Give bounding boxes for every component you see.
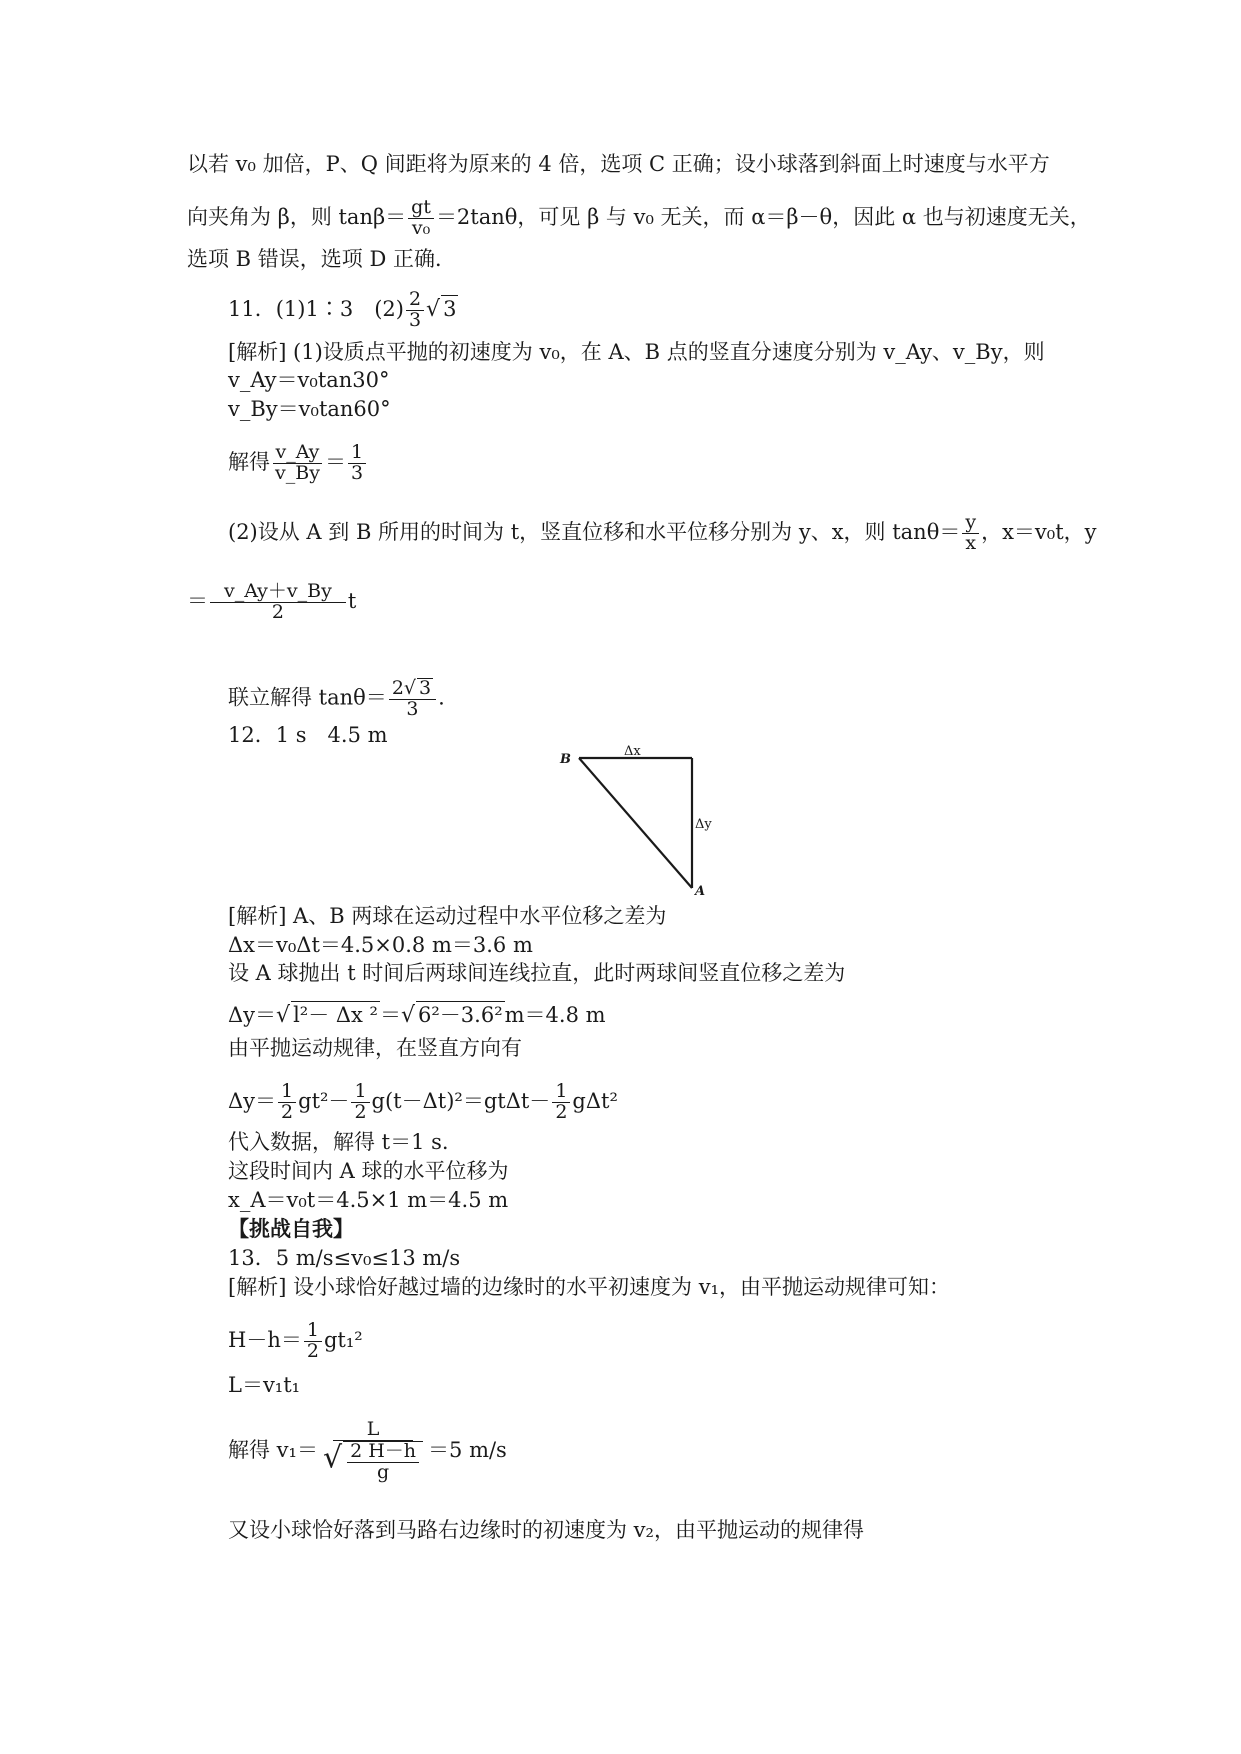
q12-analysis-4: Δy＝√ l²－ Δx ²＝√ 6²－3.6²m＝4.8 m	[228, 1003, 606, 1028]
q11-analysis-6: ＝ $\frac{v\_Ay+v\_By}{2}$ t	[187, 580, 357, 623]
section-heading: 【挑战自我】	[228, 1216, 354, 1241]
q13-analysis-2: H－h＝ $\frac{1}{2}$ gt₁²	[228, 1319, 363, 1362]
label-B: B	[560, 752, 571, 767]
q11-analysis-5: (2)设从 A 到 B 所用的时间为 t，竖直位移和水平位移分别为 y、x，则 tanθ＝ $\frac{y}{x}$ ，x＝v₀t，y	[228, 511, 1097, 554]
q11-answer: 11．(1)1∶3 (2) $\frac{2}{3}$ √ 3	[228, 288, 457, 331]
text-line-2: 向夹角为 β，则 tanβ＝ $\frac{gt}{\text{v₀}}$ ＝2tanθ，可见 β 与 v₀ 无关，而 α＝β－θ，因此 α 也与初速度无关，	[187, 196, 1091, 239]
q13-answer: 13．5 m/s≤v₀≤13 m/s	[228, 1246, 461, 1270]
label-dx: Δx	[624, 745, 641, 759]
q12-analysis-8: 这段时间内 A 球的水平位移为	[228, 1159, 509, 1183]
q11-analysis-3: v_By＝v₀tan60°	[228, 397, 391, 421]
fraction-2-over-3: $\frac{2}{3}$	[406, 290, 424, 331]
fraction-1-over-2: $\frac{1}{2}$	[304, 1321, 322, 1362]
fraction-L-over-root: L √ $\frac{2 H-h}{g}$	[320, 1420, 426, 1483]
q11-analysis-4: 解得 $\frac{v\_Ay}{v\_By}$ ＝ $\frac{1}{3}$	[228, 443, 368, 484]
text-line-3: 选项 B 错误，选项 D 正确．	[187, 247, 456, 271]
label-A: A	[695, 884, 706, 899]
triangle-figure	[555, 745, 715, 905]
q13-analysis-1: [解析] 设小球恰好越过墙的边缘时的水平初速度为 v₁，由平抛运动规律可知：	[228, 1275, 951, 1299]
fraction-gt-over-v0: $\frac{gt}{\text{v₀}}$	[408, 198, 434, 239]
q12-analysis-6: Δy＝ $\frac{1}{2}$ gt²－ $\frac{1}{2}$ g(t－Δt)²＝gtΔt－ $\frac{1}{2}$ gΔt²	[228, 1080, 618, 1123]
triangle-hypotenuse	[579, 758, 692, 888]
q13-analysis-5: 又设小球恰好落到马路右边缘时的初速度为 v₂，由平抛运动的规律得	[228, 1518, 864, 1542]
fraction-2root3-over-3: $\frac{2√ 3}{3}$	[389, 678, 436, 720]
q11-analysis-2: v_Ay＝v₀tan30°	[228, 368, 390, 392]
q12-analysis-1: [解析] A、B 两球在运动过程中水平位移之差为	[228, 904, 667, 928]
label-dy: Δy	[695, 817, 712, 832]
q12-analysis-2: Δx＝v₀Δt＝4.5×0.8 m＝3.6 m	[228, 933, 533, 957]
q11-analysis-1: [解析] (1)设质点平抛的初速度为 v₀，在 A、B 点的竖直分速度分别为 v_Ay、v_By，则	[228, 340, 1045, 364]
fraction-1-over-3: $\frac{1}{3}$	[348, 443, 366, 484]
q12-analysis-3: 设 A 球抛出 t 时间后两球间连线拉直，此时两球间竖直位移之差为	[228, 961, 846, 985]
q12-analysis-7: 代入数据，解得 t＝1 s.	[228, 1130, 449, 1154]
fraction-vay-plus-vby-over-2: $\frac{v\_Ay+v\_By}{2}$	[210, 582, 346, 623]
q12-analysis-9: x_A＝v₀t＝4.5×1 m＝4.5 m	[228, 1188, 509, 1212]
fraction-y-over-x: $\frac{y}{x}$	[962, 513, 979, 554]
q12-answer: 12．1 s 4.5 m	[228, 723, 388, 747]
text-line-1: 以若 v₀ 加倍，P、Q 间距将为原来的 4 倍，选项 C 正确；设小球落到斜面上时速度与水平方	[187, 152, 1050, 176]
q13-analysis-4: 解得 v₁＝ L √ $\frac{2 H-h}{g}$ ＝5 m/s	[228, 1418, 507, 1483]
fraction-vay-over-vby: $\frac{v\_Ay}{v\_By}$	[272, 443, 323, 484]
q11-analysis-7: 联立解得 tanθ＝ $\frac{2√ 3}{3}$ .	[228, 677, 445, 720]
q12-analysis-5: 由平抛运动规律，在竖直方向有	[228, 1036, 522, 1060]
q13-analysis-3: L＝v₁t₁	[228, 1373, 301, 1397]
